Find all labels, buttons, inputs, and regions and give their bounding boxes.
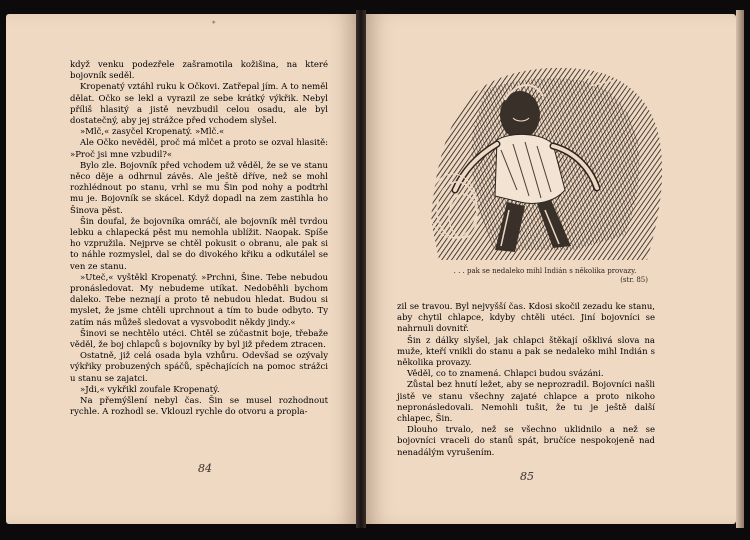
paragraph: když venku podezřele zašramotila kožišina, na které bojovník seděl. [70,60,328,82]
paragraph: »Uteč,« vyštěkl Kropenatý. »Prchni, Šine. Tebe nebudou pronásledovat. My nebudeme utíkat. Nedoběhli bychom daleko. Tebe neznají a proto tě nebudou hledat. Budou si myslet, že jsme chtěli uprchnout a tím to bude odbyto. Ty zatím nás můžeš sledovat a vysvobodit někdy jindy.« [70,272,328,328]
paragraph: zil se travou. Byl nejvyšší čas. Kdosi skočil zezadu ke stanu, aby chytil chlapce, kdyby chtěli utéci. Jiní bojovníci se nahrnuli dovnitř. [397,302,655,335]
paragraph: Bylo zle. Bojovník před vchodem už věděl, že se ve stanu něco děje a odhrnul závěs. Ale ještě dříve, než se mohl rozhlédnout po stanu, vrhl se mu Šin pod nohy a podtrhl mu je. Bojovník se skácel. Když dopadl na zem zastihla ho Šinova pěst. [70,160,328,216]
paragraph: Ostatně, již celá osada byla vzhůru. Odevšad se ozývaly výkřiky probuzených spáčů, spěchajících na pomoc strážci u stanu se zajatci. [70,351,328,384]
right-page-text [397,302,655,459]
paragraph: Šin doufal, že bojovníka omráčí, ale bojovník měl tvrdou lebku a chlapecká pěst mu nemohla ublížit. Naopak. Spíše ho vzpružila. Nejprve se chtěl pokusit o obranu, ale pak si to náhle rozmyslel, dal se do divokého křiku a odkutálel se ven ze stanu. [70,216,328,272]
illustration-caption [420,267,670,285]
paragraph: Šin z dálky slyšel, jak chlapci štěkají ošklivá slova na muže, kteří vnikli do stanu a pak se nedaleko mihl Indián s několika provazy. [397,335,655,369]
paragraph: »Mlč,« zasyčel Kropenatý. »Mlč.« [80,127,225,138]
caption-page-reference: (str. 85) [620,276,648,284]
paragraph: Věděl, co to znamená. Chlapci budou svázáni. [407,369,604,380]
page-number-right: 85 [520,470,534,483]
page-edge [736,10,744,528]
book-gutter [356,10,366,528]
paragraph: Ale Očko nevěděl, proč má mlčet a proto se ozval hlasitě: »Proč jsi mne vzbudil?« [70,138,328,160]
paragraph: Dlouho trvalo, než se všechno uklidnilo a než se bojovníci vraceli do stanů spát, bručíce nespokojeně nad nenadálým vyrušením. [397,425,655,458]
paragraph: Zůstal bez hnutí ležet, aby se neprozradil. Bojovníci našli jistě ve stanu všechny zajaté chlapce a proto nikoho nepronásledovali. Nemohli tušit, že tu je ještě další chlapec, Šin. [397,380,655,425]
paragraph: Na přemýšlení nebyl čas. Šin se musel rozhodnout rychle. A rozhodl se. Vklouzl rychle do otvoru a propla- [70,396,328,418]
indian-warrior-illustration [425,60,665,265]
paragraph: Kropenatý vztáhl ruku k Očkovi. Zatřepal jím. A to neměl dělat. Očko se lekl a vyrazil ze sebe krátký výkřik. Nebyl příliš hlasitý a jistě nevzbudil celou osadu, ale byl dostatečný, aby jej strážce před vchodem slyšel. [70,82,328,127]
caption-text: . . . pak se nedaleko mihl Indián s několika provazy. [453,267,637,275]
paragraph: Šinovi se nechtělo utéci. Chtěl se zúčastnit boje, třebaže věděl, že boj chlapců s bojovníky by byl již předem ztracen. [70,328,328,351]
paragraph: »Jdi,« vykřikl zoufale Kropenatý. [80,384,220,395]
top-mark: * [212,20,216,28]
page-number-left: 84 [198,462,212,475]
left-page-text [70,60,328,419]
